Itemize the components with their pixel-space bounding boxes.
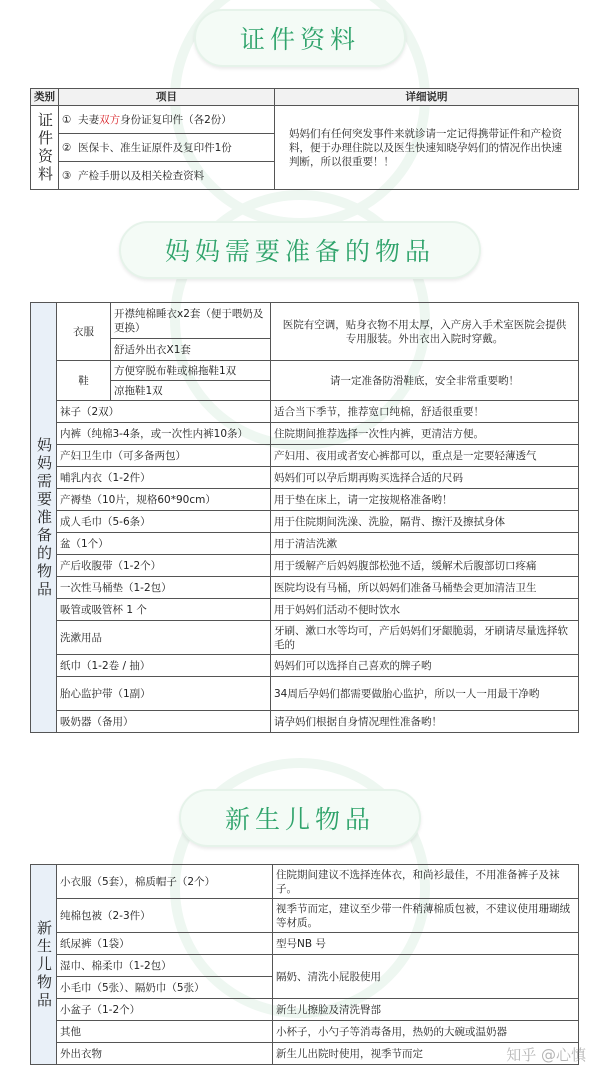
docs-category: 证件资料 xyxy=(36,111,54,184)
baby-item: 纸尿裤（1袋） xyxy=(57,933,273,955)
mom-category-cell xyxy=(31,303,57,733)
mom-detail: 用于妈妈们活动不便时饮水 xyxy=(271,599,579,621)
baby-item: 纯棉包被（2-3件） xyxy=(57,899,273,933)
mom-detail: 用于清洁洗漱 xyxy=(271,533,579,555)
mom-section-title: 妈妈需要准备的物品 xyxy=(119,221,481,279)
docs-header-category: 类别 xyxy=(31,89,59,106)
shoes-item-2: 凉拖鞋1双 xyxy=(111,381,271,401)
docs-section-title: 证件资料 xyxy=(194,9,406,67)
docs-detail: 妈妈们有任何突发事件来就诊请一定记得携带证件和产检资料，便于办理住院以及医生快速知晓孕妈们的情况作出快速判断，所以很重要！！ xyxy=(275,106,579,190)
mom-detail: 医院均设有马桶，所以妈妈们准备马桶垫会更加清洁卫生 xyxy=(271,577,579,599)
baby-detail: 型号NB 号 xyxy=(273,933,579,955)
docs-header-item: 项目 xyxy=(59,89,275,106)
docs-item-1: ① 夫妻双方身份证复印件（各2份） xyxy=(59,106,275,134)
baby-section-title: 新生儿物品 xyxy=(179,789,421,847)
docs-item-3: ③ 产检手册以及相关检查资料 xyxy=(59,162,275,190)
mom-detail: 产妇用、夜用或者安心裤都可以，重点是一定要轻薄透气 xyxy=(271,445,579,467)
baby-detail: 住院期间建议不选择连体衣，和尚衫最佳，不用准备裤子及袜子。 xyxy=(273,865,579,899)
mom-detail: 请孕妈们根据自身情况理性准备哟！ xyxy=(271,711,579,733)
baby-item: 其他 xyxy=(57,1021,273,1043)
baby-category-cell xyxy=(31,865,57,1065)
baby-detail: 小杯子，小勺子等消毒备用，热奶的大碗或温奶器 xyxy=(273,1021,579,1043)
clothes-item-1: 开襟纯棉睡衣x2套（便于喂奶及更换） xyxy=(111,303,271,339)
mom-detail: 用于住院期间洗澡、洗脸，隔背、擦汗及擦拭身体 xyxy=(271,511,579,533)
mom-detail: 适合当下季节，推荐宽口纯棉，舒适很重要！ xyxy=(271,401,579,423)
baby-detail: 新生儿出院时使用，视季节而定 xyxy=(273,1043,579,1065)
baby-item: 小毛巾（5张）、隔奶巾（5张） xyxy=(57,977,273,999)
baby-item: 外出衣物 xyxy=(57,1043,273,1065)
baby-section-banner xyxy=(0,788,600,848)
mom-item: 产后收腹带（1-2个） xyxy=(57,555,271,577)
mom-item: 内裤（纯棉3-4条，或一次性内裤10条） xyxy=(57,423,271,445)
mom-item: 胎心监护带（1副） xyxy=(57,677,271,711)
mom-item: 袜子（2双） xyxy=(57,401,271,423)
baby-item: 小衣服（5套），棉质帽子（2个） xyxy=(57,865,273,899)
mom-item: 产妇卫生巾（可多备两包） xyxy=(57,445,271,467)
baby-table xyxy=(30,864,579,1065)
docs-table xyxy=(30,88,579,190)
mom-category: 妈妈需要准备的物品 xyxy=(35,436,53,599)
mom-item: 哺乳内衣（1-2件） xyxy=(57,467,271,489)
mom-item: 一次性马桶垫（1-2包） xyxy=(57,577,271,599)
docs-header-detail: 详细说明 xyxy=(275,89,579,106)
mom-table xyxy=(30,302,579,733)
mom-detail: 用于垫在床上，请一定按规格准备哟！ xyxy=(271,489,579,511)
clothes-detail: 医院有空调，贴身衣物不用太厚，入产房入手术室医院会提供专用服装。外出衣出入院时穿戴。 xyxy=(271,303,579,361)
baby-category: 新生儿物品 xyxy=(35,919,53,1010)
clothes-label: 衣服 xyxy=(57,303,111,361)
baby-detail: 视季节而定，建议至少带一件稍薄棉质包被，不建议使用珊瑚绒等材质。 xyxy=(273,899,579,933)
mom-item: 盆（1个） xyxy=(57,533,271,555)
shoes-item-1: 方便穿脱布鞋或棉拖鞋1双 xyxy=(111,361,271,381)
shoes-detail: 请一定准备防滑鞋底，安全非常重要哟！ xyxy=(271,361,579,401)
shoes-label: 鞋 xyxy=(57,361,111,401)
mom-item: 洗漱用品 xyxy=(57,621,271,655)
docs-section-banner xyxy=(0,8,600,68)
mom-detail: 牙刷、漱口水等均可，产后妈妈们牙龈脆弱，牙刷请尽量选择软毛的 xyxy=(271,621,579,655)
docs-category-cell xyxy=(31,106,59,190)
baby-item: 小盆子（1-2个） xyxy=(57,999,273,1021)
mom-detail: 34周后孕妈们都需要做胎心监护，所以一人一用最干净哟 xyxy=(271,677,579,711)
clothes-item-2: 舒适外出衣X1套 xyxy=(111,339,271,361)
mom-detail: 妈妈们可以选择自己喜欢的牌子哟 xyxy=(271,655,579,677)
mom-item: 产褥垫（10片，规格60*90cm） xyxy=(57,489,271,511)
mom-section-banner xyxy=(0,220,600,280)
mom-detail: 用于缓解产后妈妈腹部松弛不适，缓解术后腹部切口疼痛 xyxy=(271,555,579,577)
mom-detail: 妈妈们可以孕后期再购买选择合适的尺码 xyxy=(271,467,579,489)
mom-item: 吸管或吸管杯 1 个 xyxy=(57,599,271,621)
watermark: 知乎 @心慎 xyxy=(506,1046,586,1064)
mom-item: 吸奶器（备用） xyxy=(57,711,271,733)
docs-item-2: ② 医保卡、准生证原件及复印件1份 xyxy=(59,134,275,162)
baby-detail: 新生儿擦脸及清洗臀部 xyxy=(273,999,579,1021)
baby-detail: 隔奶、清洗小屁股使用 xyxy=(273,955,579,999)
mom-item: 成人毛巾（5-6条） xyxy=(57,511,271,533)
mom-item: 纸巾（1-2卷 / 抽） xyxy=(57,655,271,677)
baby-item: 湿巾、棉柔巾（1-2包） xyxy=(57,955,273,977)
mom-detail: 住院期间推荐选择一次性内裤，更清洁方便。 xyxy=(271,423,579,445)
